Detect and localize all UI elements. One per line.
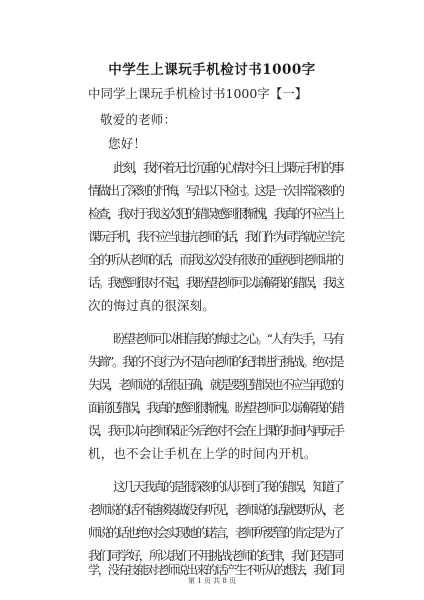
greeting: 您好！: [108, 136, 147, 151]
body-line: 师说的话也绝对会实现她的诺言，老师所要管的肯定是为了: [88, 525, 343, 540]
body-line: 盼望老师可以相信我的悔过之心。“人有失手，马有: [113, 331, 343, 346]
document-title: 中学生上课玩手机检讨书1000字: [108, 62, 316, 78]
body-line: 失误，老师说的话很正确，就是要犯错误也不应当再您的: [88, 377, 342, 392]
body-line: 此刻，我怀着无比沉重的心情对今日上课玩手机的事: [113, 160, 343, 175]
body-line: 这几天我真的是很深刻的认识到了我的错误，知道了: [113, 479, 343, 494]
page-footer: 第 1 页 共 8 页: [187, 577, 237, 585]
body-line: 情做出了深刻的忏悔，写出以下检讨。这是一次非常深刻的: [88, 183, 343, 198]
body-line: 失蹄”。我的不良行为不是向老师的纪律进行挑战。绝对是: [88, 354, 343, 369]
body-line: 全的听从老师的话，而我这次没有很好的重视到老师讲的: [88, 252, 342, 267]
body-line: 话。我感到很对不起，我盼望老师可以谅解我的错误，我这: [88, 275, 343, 290]
body-line: 机，也不会让手机在上学的时间内开机。: [88, 446, 317, 461]
body-line: 课玩手机，我不应当违抗老师的话，我们作为同学就应当完: [88, 229, 343, 244]
body-line: 老师说的话不能够装做没有听见，老师说的话就要听从，老: [88, 502, 343, 517]
body-line: 次的悔过真的很深刻。: [88, 298, 216, 313]
body-line: 检查，我对于我这次犯的错误感到很惭愧，我真的不应当上: [88, 206, 343, 221]
body-line: 学，没有技能对老师说出来的话产生不听从的想法，我们同: [88, 563, 343, 577]
document-subtitle: 中同学上课玩手机检讨书1000字【一】: [88, 86, 308, 101]
body-line: 误，我可以向老师保证今后绝对不会在上课的时间内再玩手: [88, 423, 343, 438]
body-line: 我们同学好，所以我们不用挑战老师的纪律，我们还是同: [88, 548, 342, 563]
salutation: 敬爱的老师：: [100, 112, 177, 127]
body-line: 面前犯错误，我真的感到很惭愧。盼望老师可以谅解我的错: [88, 400, 343, 415]
